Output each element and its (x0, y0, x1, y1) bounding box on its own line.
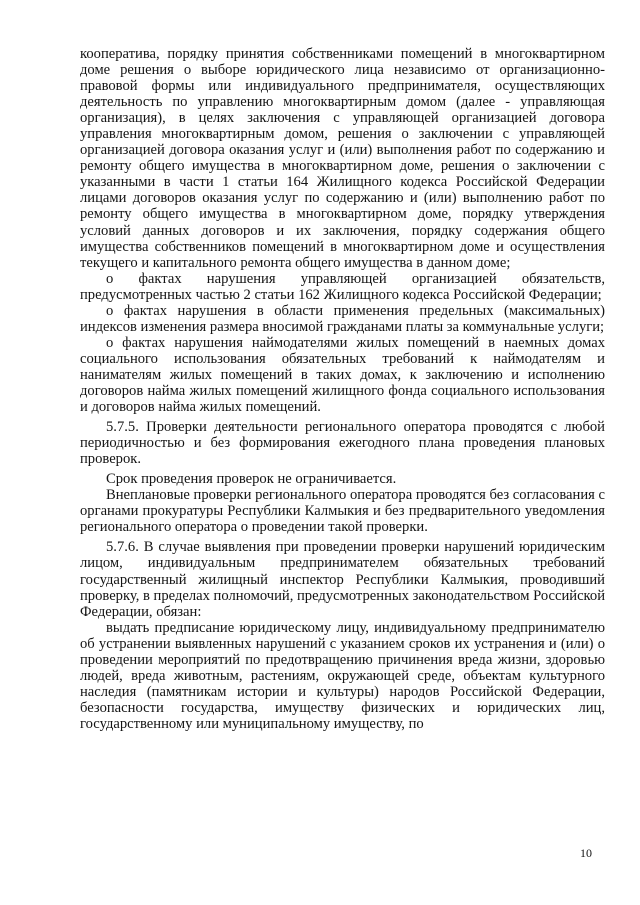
paragraph-landlord-violations: о фактах нарушения наймодателями жилых помещений в наемных домах социального использования обязательных требований к наймодателям и нанимателям жилых помещений в таких домах, к заключению и исполнению договоров найма жилых помещений жилищного фонда социального использования и договоров найма жилых помещений. (80, 334, 605, 416)
paragraph-5-7-6: 5.7.6. В случае выявления при проведении проверки нарушений юридическим лицом, индивидуальным предпринимателем обязательных требований государственный жилищный инспектор Республики Калмыкия, проводивший проверку, в пределах полномочий, предусмотренных законодательством Российской Федерации, обязан: (80, 539, 605, 620)
paragraph-inspection-term: Срок проведения проверок не ограничивается. (106, 471, 397, 488)
paragraph-utility-indices: о фактах нарушения в области применения предельных (максимальных) индексов изменения размера вносимой гражданами платы за коммунальные услуги; (80, 302, 605, 335)
paragraph-issue-order: выдать предписание юридическому лицу, индивидуальному предпринимателю об устранении выявленных нарушений с указанием сроков их устранения и (или) о проведении мероприятий по предотвращению причинения вреда жизни, здоровью людей, вреда животным, растениям, окружающей среде, объектам культурного наследия (памятникам истории и культуры) народов Российской Федерации, безопасности государства, имуществу физических и юридических лиц, государственному или муниципальному имуществу, по (80, 619, 605, 732)
paragraph-unscheduled-inspections: Внеплановые проверки регионального оператора проводятся без согласования с органами прокуратуры Республики Калмыкия и без предварительного уведомления регионального оператора о проведении такой проверки. (80, 487, 605, 536)
document-body (80, 46, 605, 732)
paragraph-obligations-violation: о фактах нарушения управляющей организацией обязательств, предусмотренных частью 2 статьи 162 Жилищного кодекса Российской Федерации; (80, 270, 605, 303)
page-number: 10 (580, 846, 592, 860)
paragraph-continuation: кооператива, порядку принятия собственниками помещений в многоквартирном доме решения о выборе юридического лица независимо от организационно-правовой формы или индивидуального предпринимателя, осуществляющих деятельность по управлению многоквартирным домом (далее - управляющая организация), в целях заключения с управляющей организацией договора управления многоквартирным домом, решения о заключении с управляющей организацией договора оказания услуг и (или) выполнения работ по содержанию и ремонту общего имущества в многоквартирном доме, решения о заключении с указанными в части 1 статьи 164 Жилищного кодекса Российской Федерации лицами договоров оказания услуг по содержанию и (или) выполнению работ по ремонту общего имущества в многоквартирном доме, порядку утверждения условий данных договоров и их заключения, порядку содержания общего имущества собственников помещений в многоквартирном доме и осуществления текущего и капитального ремонта общего имущества в данном доме; (80, 46, 605, 271)
paragraph-5-7-5: 5.7.5. Проверки деятельности регионального оператора проводятся с любой периодичностью и без формирования ежегодного плана проведения плановых проверок. (80, 419, 605, 468)
